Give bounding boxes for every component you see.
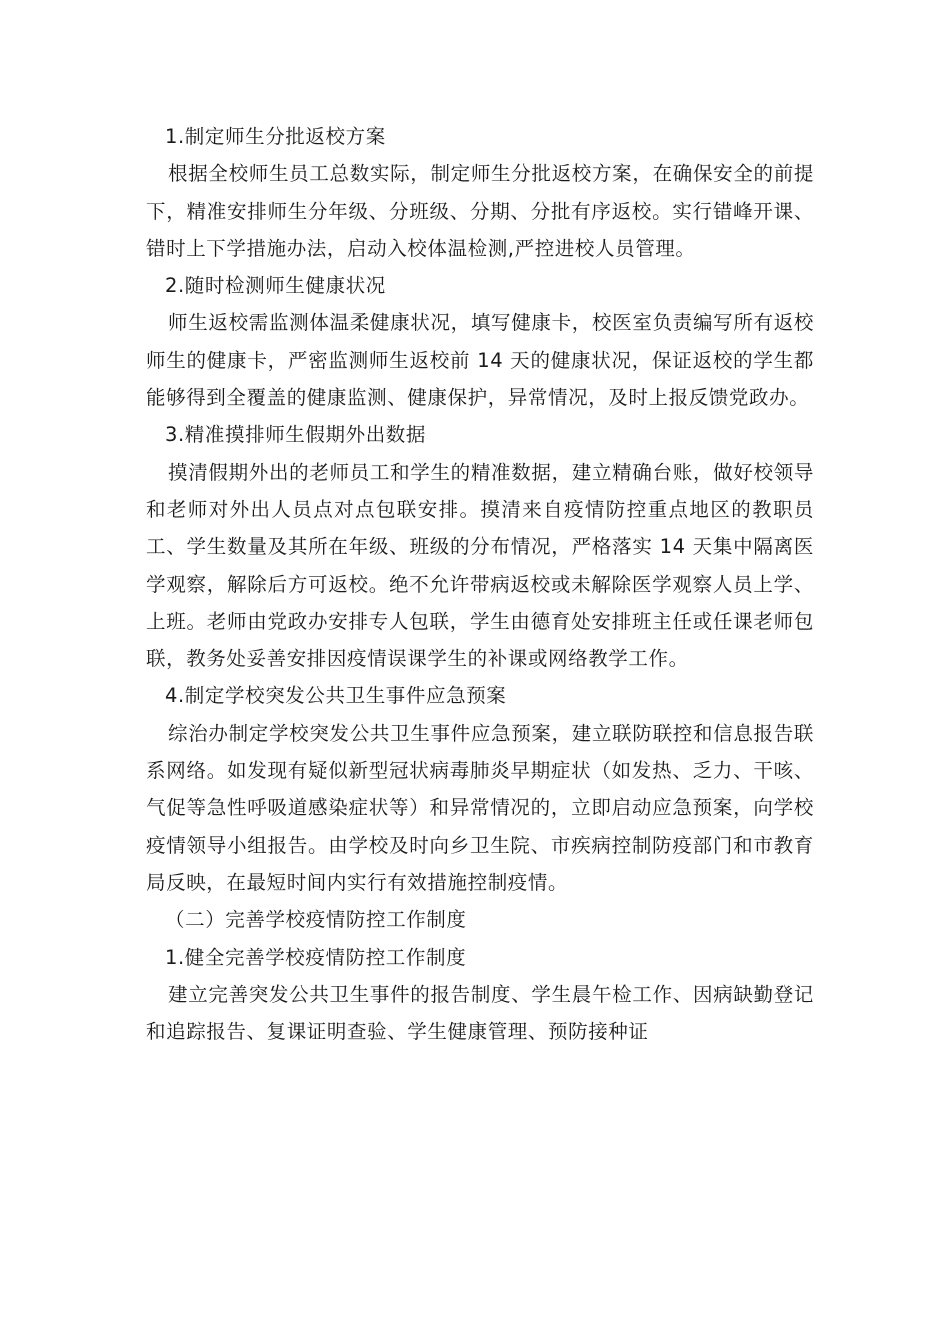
section-heading: 1.制定师生分批返校方案 bbox=[165, 125, 386, 148]
document-body bbox=[146, 118, 814, 1050]
body-paragraph: 摸清假期外出的老师员工和学生的精准数据，建立精确台账，做好校领导和老师对外出人员点对点包联安排。摸清来自疫情防控重点地区的教职员工、学生数量及其所在年级、班级的分布情况，严格落实 14 天集中隔离医学观察，解除后方可返校。绝不允许带病返校或未解除医学观察人员上学、上班。老师由党政办安排专人包联，学生由德育处安排班主任或任课老师包联，教务处妥善安排因疫情误课学生的补课或网络教学工作。 bbox=[146, 460, 814, 671]
section-heading: 4.制定学校突发公共卫生事件应急预案 bbox=[165, 684, 507, 708]
section-heading: 2.随时检测师生健康状况 bbox=[165, 274, 386, 298]
body-paragraph: 建立完善突发公共卫生事件的报告制度、学生晨午检工作、因病缺勤登记和追踪报告、复课证明查验、学生健康管理、预防接种证 bbox=[146, 982, 814, 1044]
body-paragraph: 师生返校需监测体温柔健康状况，填写健康卡，校医室负责编写所有返校师生的健康卡，严密监测师生返校前 14 天的健康状况，保证返校的学生都能够得到全覆盖的健康监测、健康保护，异常情况，及时上报反馈党政办。 bbox=[146, 311, 814, 410]
body-paragraph: 根据全校师生员工总数实际，制定师生分批返校方案，在确保安全的前提下，精准安排师生分年级、分班级、分期、分批有序返校。实行错峰开课、错时上下学措施办法，启动入校体温检测,严控进校人员管理。 bbox=[146, 162, 814, 260]
section-heading: 1.健全完善学校疫情防控工作制度 bbox=[165, 945, 467, 969]
body-paragraph: 综治办制定学校突发公共卫生事件应急预案，建立联防联控和信息报告联系网络。如发现有疑似新型冠状病毒肺炎早期症状（如发热、乏力、干咳、气促等急性呼吸道感染症状等）和异常情况的，立即启动应急预案，向学校疫情领导小组报告。由学校及时向乡卫生院、市疾病控制防疫部门和市教育局反映，在最短时间内实行有效措施控制疫情。 bbox=[146, 721, 814, 894]
section-heading: 3.精准摸排师生假期外出数据 bbox=[165, 423, 427, 447]
section-heading: （二）完善学校疫情防控工作制度 bbox=[165, 908, 467, 932]
